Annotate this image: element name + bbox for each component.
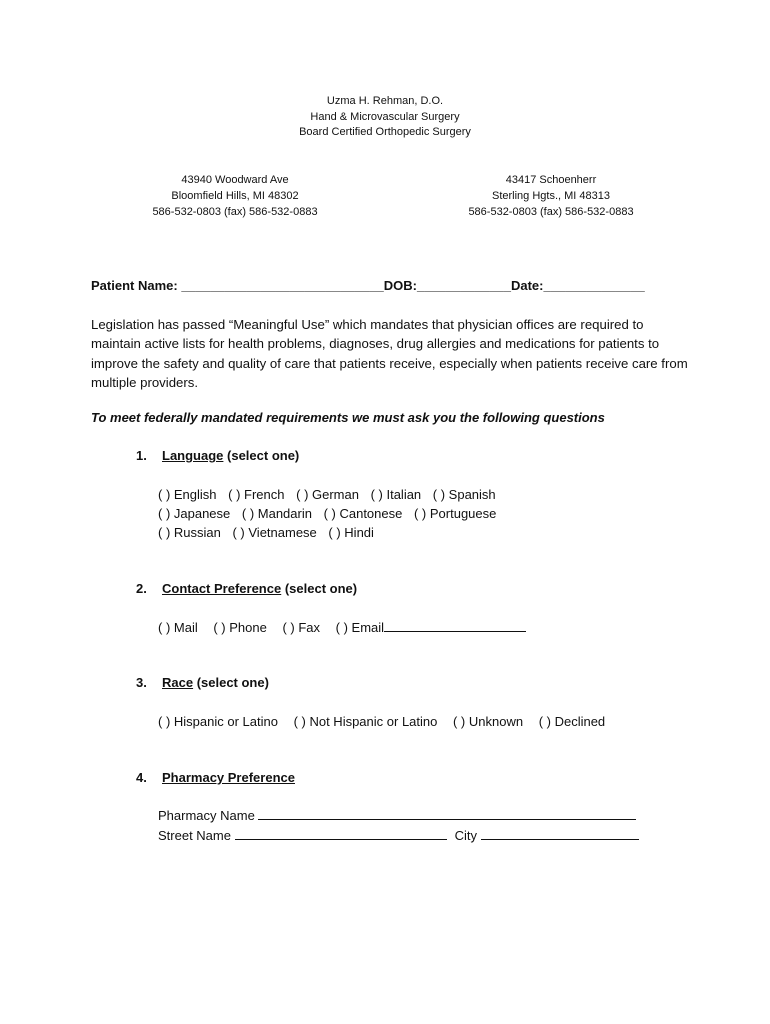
- email-field[interactable]: [384, 618, 526, 632]
- patient-name-label: Patient Name:: [91, 278, 182, 293]
- option-not-hispanic[interactable]: ( ) Not Hispanic or Latino: [293, 714, 438, 729]
- option-row: [158, 523, 504, 542]
- option-vietnamese[interactable]: ( ) Vietnamese: [232, 525, 317, 540]
- city-label: City: [454, 828, 481, 843]
- question-number: 1.: [136, 448, 147, 463]
- option-cantonese[interactable]: ( ) Cantonese: [323, 506, 403, 521]
- doctor-specialty: Hand & Microvascular Surgery: [310, 110, 460, 123]
- pharmacy-name-line: [158, 806, 636, 826]
- option-row: [158, 618, 526, 637]
- option-spanish[interactable]: ( ) Spanish: [432, 487, 496, 502]
- option-japanese[interactable]: ( ) Japanese: [158, 506, 231, 521]
- date-field[interactable]: ______________: [543, 278, 645, 293]
- option-german[interactable]: ( ) German: [296, 487, 359, 502]
- question-note: (select one): [281, 581, 358, 596]
- option-unknown[interactable]: ( ) Unknown: [452, 714, 524, 729]
- question-pharmacy-preference: [136, 770, 295, 785]
- street-city-line: [158, 826, 639, 846]
- office-city: Sterling Hgts., MI 48313: [491, 190, 610, 202]
- question-title: Pharmacy Preference: [162, 770, 295, 785]
- street-name-label: Street Name: [158, 828, 235, 843]
- mandate-heading: To meet federally mandated requirements we must ask you the following questions: [91, 410, 605, 425]
- pharmacy-name-label: Pharmacy Name: [158, 808, 259, 823]
- practice-header: [0, 94, 770, 141]
- option-email[interactable]: ( ) Email: [335, 620, 385, 635]
- option-italian[interactable]: ( ) Italian: [370, 487, 422, 502]
- question-language: [136, 448, 299, 463]
- contact-options: [158, 618, 526, 637]
- question-title: Contact Preference: [162, 581, 282, 596]
- office-phone: 586-532-0803 (fax) 586-532-0883: [152, 206, 318, 218]
- option-row: [158, 485, 504, 504]
- city-field[interactable]: [481, 826, 639, 840]
- intro-paragraph: Legislation has passed “Meaningful Use” which mandates that physician offices are required to maintain active lists for health problems, diagnoses, drug allergies and medications for patients to improve the safety and quality of care that patients receive, especially when patients receive care from multiple providers.: [91, 317, 688, 391]
- question-contact-preference: [136, 581, 357, 596]
- patient-name-field[interactable]: ____________________________: [181, 278, 384, 293]
- option-declined[interactable]: ( ) Declined: [538, 714, 606, 729]
- option-portuguese[interactable]: ( ) Portuguese: [413, 506, 497, 521]
- option-hispanic[interactable]: ( ) Hispanic or Latino: [158, 714, 278, 729]
- question-number: 4.: [136, 770, 147, 785]
- option-phone[interactable]: ( ) Phone: [213, 620, 267, 635]
- question-note: (select one): [223, 448, 300, 463]
- office-street: 43417 Schoenherr: [505, 174, 597, 186]
- option-mandarin[interactable]: ( ) Mandarin: [241, 506, 312, 521]
- question-number: 2.: [136, 581, 147, 596]
- patient-info-line: [91, 278, 645, 293]
- doctor-certification: Board Certified Orthopedic Surgery: [299, 126, 471, 138]
- pharmacy-name-field[interactable]: [258, 806, 636, 820]
- option-english[interactable]: ( ) English: [158, 487, 217, 502]
- office-phone: 586-532-0803 (fax) 586-532-0883: [468, 206, 634, 218]
- office-street: 43940 Woodward Ave: [181, 174, 289, 186]
- office-address-bloomfield: [120, 172, 350, 220]
- street-name-field[interactable]: [235, 826, 447, 840]
- dob-field[interactable]: _____________: [416, 278, 511, 293]
- option-mail[interactable]: ( ) Mail: [158, 620, 198, 635]
- option-row: [158, 712, 613, 731]
- doctor-name: Uzma H. Rehman, D.O.: [326, 95, 444, 107]
- question-note: (select one): [193, 675, 269, 690]
- question-race: [136, 675, 269, 690]
- option-hindi[interactable]: ( ) Hindi: [328, 525, 374, 540]
- option-french[interactable]: ( ) French: [228, 487, 285, 502]
- option-russian[interactable]: ( ) Russian: [158, 525, 221, 540]
- dob-label: DOB:: [383, 278, 417, 293]
- question-number: 3.: [136, 675, 147, 690]
- race-options: [158, 712, 613, 731]
- question-title: Race: [162, 675, 194, 690]
- option-fax[interactable]: ( ) Fax: [282, 620, 321, 635]
- office-address-sterling: [436, 172, 666, 220]
- question-title: Language: [162, 448, 224, 463]
- option-row: [158, 504, 504, 523]
- date-label: Date:: [510, 278, 544, 293]
- office-city: Bloomfield Hills, MI 48302: [171, 190, 299, 202]
- language-options: [158, 485, 504, 542]
